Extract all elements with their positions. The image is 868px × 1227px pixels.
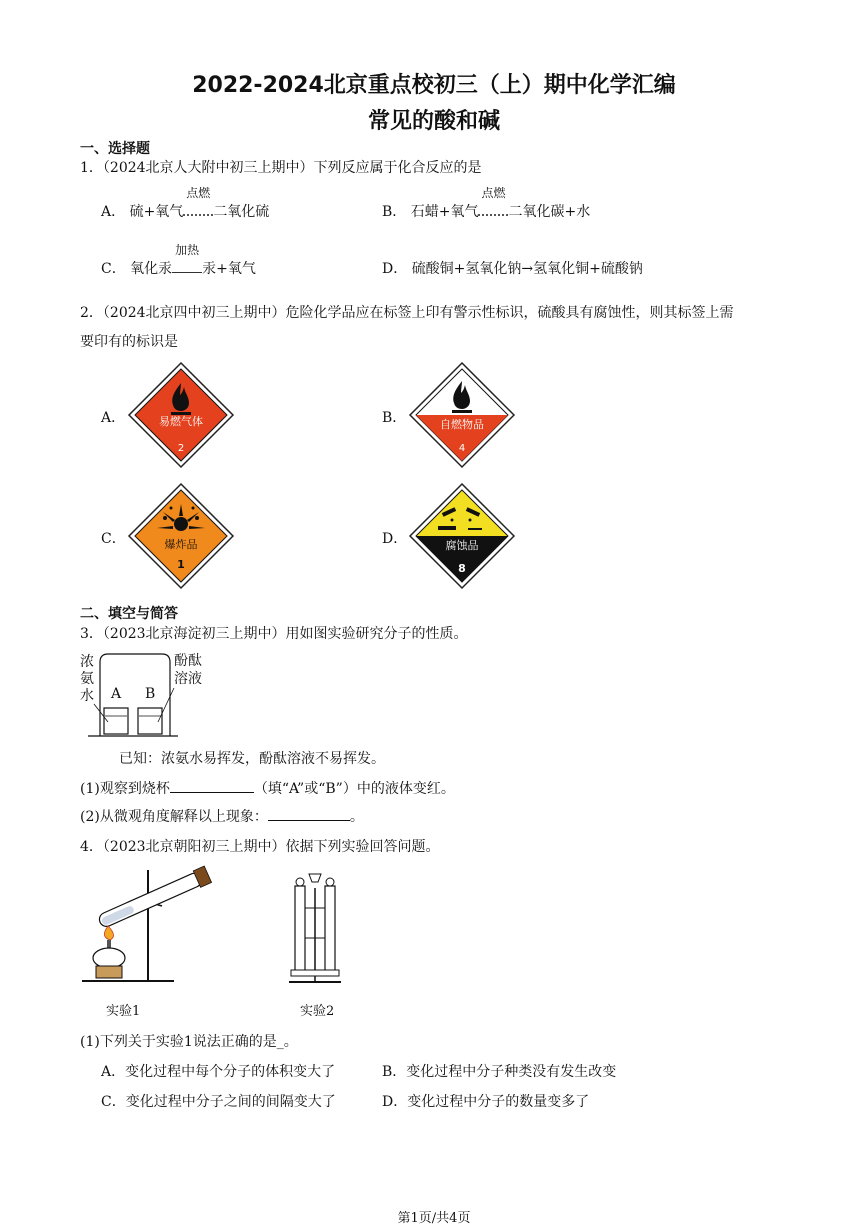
q1-option-b (382, 186, 591, 221)
section-heading-choice: 一、选择题 (80, 141, 150, 157)
page-title: 2022-2024北京重点校初三（上）期中化学汇编 (192, 73, 676, 98)
reaction-arrow (478, 186, 508, 220)
q2-option-b-label: B． (382, 410, 407, 426)
q1-option-d (382, 258, 643, 278)
q1-option-a-label: A． (101, 204, 126, 220)
section-heading-fill: 二、填空与简答 (80, 606, 178, 622)
graduated-tube-left (295, 886, 305, 974)
q1-option-a-left: 硫+氧气 (129, 204, 184, 220)
q2-stem-line1: 2．（2024北京四中初三上期中）危险化学品应在标签上印有警示性标识，硫酸具有腐蚀性，则其标签上需 (80, 305, 734, 321)
page-subtitle: 常见的酸和碱 (367, 109, 500, 134)
sign-label: 爆炸品 (164, 538, 198, 551)
experiment2-figure (285, 868, 345, 988)
explosive-sign (127, 482, 235, 590)
q3-fig-left-label: 浓 氨 水 (80, 654, 94, 704)
q4-option-b: B．变化过程中分子种类没有发生改变 (382, 1064, 617, 1080)
q2-option-a-label: A． (101, 410, 126, 426)
reaction-condition: 点燃 (481, 186, 506, 200)
sign-number: 4 (458, 443, 466, 454)
q1-option-c-left: 氧化汞 (130, 261, 173, 277)
q1-option-b-right: 二氧化碳+水 (508, 204, 591, 220)
experiment2-caption: 实验2 (300, 1004, 335, 1019)
q3-stem: 3．（2023北京海淀初三上期中）用如图实验研究分子的性质。 (80, 626, 468, 642)
experiment1-caption: 实验1 (106, 1004, 141, 1019)
q4-option-a: A．变化过程中每个分子的体积变大了 (101, 1064, 336, 1080)
answer-blank[interactable] (170, 780, 254, 793)
q1-option-a-right: 二氧化硫 (213, 204, 270, 220)
sign-number: 1 (177, 558, 185, 571)
q1-option-c-right: 汞+氧气 (202, 261, 256, 277)
experiment1-figure (78, 862, 228, 986)
q3-fig-beaker-a-label: A (111, 686, 122, 702)
q2-option-d-label: D． (382, 531, 408, 547)
q4-stem: 4．（2023北京朝阳初三上期中）依据下列实验回答问题。 (80, 839, 440, 855)
reaction-arrow (172, 243, 202, 277)
sign-label: 腐蚀品 (445, 539, 479, 552)
q3-part1: (1)观察到烧杯 （填“A”或“B”）中的液体变红。 (80, 781, 455, 797)
reaction-condition: 点燃 (186, 186, 211, 200)
reaction-arrow (183, 186, 213, 220)
q1-option-c (101, 243, 256, 278)
q3-fig-beaker-b-label: B (145, 686, 156, 702)
q1-option-c-label: C． (101, 261, 126, 277)
sign-label: 易燃气体 (159, 415, 203, 428)
q4-option-d: D．变化过程中分子的数量变多了 (382, 1094, 590, 1110)
molecule-experiment-figure (82, 650, 182, 740)
q1-option-d-label: D． (382, 261, 408, 277)
q4-option-c: C．变化过程中分子之间的间隔变大了 (101, 1094, 336, 1110)
q1-stem: 1．（2024北京人大附中初三上期中）下列反应属于化合反应的是 (80, 160, 482, 176)
flammable-gas-sign (127, 361, 235, 469)
spontaneous-combustion-sign (408, 361, 516, 469)
q1-option-a (101, 186, 270, 221)
reaction-condition: 加热 (175, 243, 200, 257)
q1-option-b-label: B． (382, 204, 407, 220)
graduated-tube-right (325, 886, 335, 974)
q1-option-b-left: 石蜡+氧气 (410, 204, 479, 220)
sign-number: 2 (177, 443, 185, 454)
q4-part1: (1)下列关于实验1说法正确的是_。 (80, 1034, 298, 1050)
sign-label: 自燃物品 (440, 418, 484, 431)
q1-option-d-text: 硫酸铜+氢氧化钠→氢氧化铜+硫酸钠 (411, 261, 643, 277)
page-footer: 第1页/共4页 (397, 1211, 471, 1226)
answer-blank[interactable] (268, 808, 350, 821)
sign-number: 8 (458, 562, 466, 575)
test-tube (96, 866, 211, 930)
q3-fig-right-label: 酚酞 溶液 (174, 653, 202, 687)
q3-known: 已知：浓氨水易挥发，酚酞溶液不易挥发。 (119, 751, 385, 767)
q2-stem-line2: 要印有的标识是 (80, 334, 178, 350)
corrosive-sign (408, 482, 516, 590)
alcohol-lamp (93, 926, 125, 978)
q2-option-c-label: C． (101, 531, 126, 547)
q3-part2: (2)从微观角度解释以上现象： 。 (80, 809, 364, 825)
